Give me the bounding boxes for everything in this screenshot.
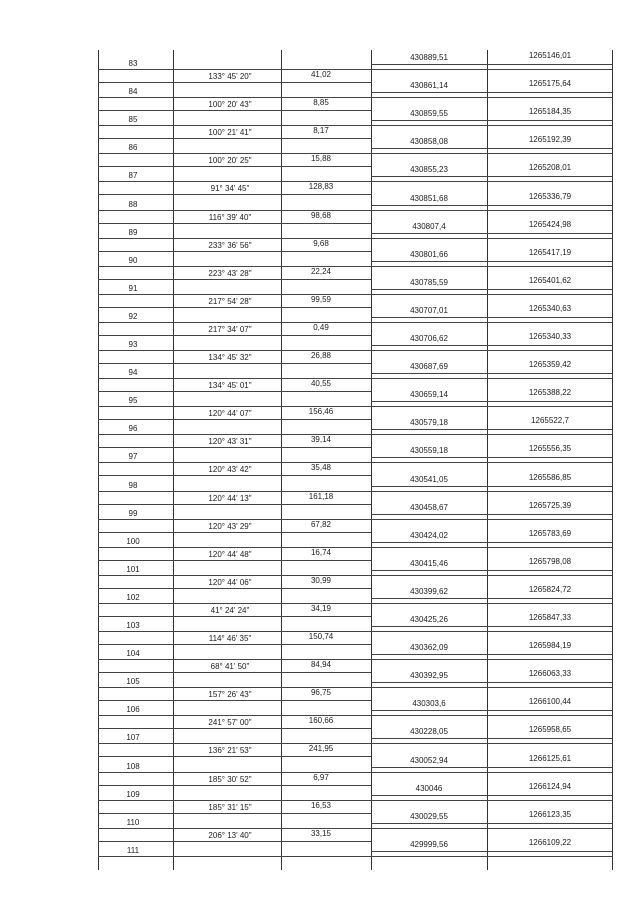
segment-angle: 68° 41' 50" xyxy=(210,662,250,672)
point-number: 95 xyxy=(128,396,138,406)
point-number: 91 xyxy=(128,283,138,293)
coordinate-y: 1265725,39 xyxy=(528,500,572,510)
coordinate-x: 430801,66 xyxy=(410,249,448,259)
coordinate-x: 430579,18 xyxy=(410,418,448,428)
segment-length: 8,85 xyxy=(313,98,329,108)
coordinate-y: 1265208,01 xyxy=(528,163,572,173)
row-divider xyxy=(98,588,371,589)
row-divider xyxy=(371,261,612,262)
coordinate-x: 430706,62 xyxy=(410,334,448,343)
point-number: 84 xyxy=(128,87,138,97)
row-divider xyxy=(98,504,371,505)
row-divider xyxy=(371,626,612,627)
coordinate-y: 1265175,64 xyxy=(528,79,572,89)
segment-length: 161,18 xyxy=(308,491,334,501)
segment-length: 16,74 xyxy=(310,547,332,557)
segment-angle: 217° 34' 07" xyxy=(208,324,252,334)
row-divider xyxy=(98,644,371,645)
row-divider xyxy=(98,756,371,757)
point-number: 85 xyxy=(128,115,138,125)
segment-length: 22,24 xyxy=(310,266,332,276)
segment-angle: 223° 43' 28" xyxy=(208,268,252,278)
point-number: 111 xyxy=(126,845,140,855)
row-divider xyxy=(371,795,612,796)
coordinate-y: 1265984,19 xyxy=(528,641,572,651)
coordinate-x: 430415,46 xyxy=(410,558,448,568)
segment-angle: 120° 44' 48" xyxy=(208,549,252,559)
point-number: 105 xyxy=(126,677,140,687)
segment-length: 26,88 xyxy=(310,351,332,360)
coordinate-y: 1265340,33 xyxy=(528,332,572,341)
coordinate-x: 430424,02 xyxy=(410,530,448,540)
point-number: 102 xyxy=(126,592,140,602)
coordinate-x: 430851,68 xyxy=(410,193,448,203)
row-divider xyxy=(371,457,612,458)
row-divider xyxy=(98,335,371,336)
coordinate-y: 1265824,72 xyxy=(528,584,572,594)
segment-angle: 114° 46' 35" xyxy=(208,634,252,643)
coordinate-y: 1265424,98 xyxy=(528,219,572,229)
coordinate-x: 430807,4 xyxy=(412,221,446,231)
coordinate-x: 430303,6 xyxy=(412,699,446,709)
point-number: 86 xyxy=(128,143,138,153)
row-divider xyxy=(98,728,371,729)
point-number: 107 xyxy=(126,733,140,743)
row-divider xyxy=(371,570,612,571)
coordinate-y: 1265847,33 xyxy=(528,613,572,622)
row-divider xyxy=(371,767,612,768)
segment-angle: 185° 31' 15" xyxy=(208,802,252,812)
segment-angle: 133° 45' 20" xyxy=(208,72,252,81)
coordinate-y: 1266123,35 xyxy=(528,809,572,819)
segment-angle: 233° 36' 56" xyxy=(208,240,252,250)
segment-angle: 120° 44' 06" xyxy=(208,577,252,587)
coordinate-x: 430399,62 xyxy=(410,586,448,596)
coordinate-y: 1266109,22 xyxy=(528,837,572,847)
row-divider xyxy=(371,92,612,93)
segment-length: 9,68 xyxy=(313,238,329,248)
row-divider xyxy=(98,279,371,280)
segment-length: 96,75 xyxy=(310,688,332,698)
coordinate-x: 430687,69 xyxy=(410,362,448,372)
coordinate-x: 430362,09 xyxy=(410,643,448,653)
segment-angle: 100° 21' 41" xyxy=(208,128,252,138)
coordinate-y: 1265958,65 xyxy=(528,725,572,735)
segment-angle: 136° 21' 53" xyxy=(208,746,252,756)
coordinate-x: 430046 xyxy=(415,783,443,793)
segment-angle: 120° 43' 42" xyxy=(208,465,252,475)
row-divider xyxy=(98,110,371,111)
coordinate-y: 1265783,69 xyxy=(528,528,572,538)
row-divider xyxy=(371,710,612,711)
coordinate-y: 1265146,01 xyxy=(528,51,572,60)
coordinate-x: 430707,01 xyxy=(410,305,448,315)
segment-length: 0,49 xyxy=(313,322,329,332)
column-divider xyxy=(371,50,372,870)
coordinate-y: 1266063,33 xyxy=(528,669,572,679)
segment-length: 39,14 xyxy=(310,435,332,445)
segment-angle: 41° 24' 24" xyxy=(210,605,250,615)
segment-length: 30,99 xyxy=(310,575,332,585)
row-divider xyxy=(371,289,612,290)
row-divider xyxy=(371,514,612,515)
coordinate-y: 1265556,35 xyxy=(528,444,572,454)
segment-length: 33,15 xyxy=(310,828,332,838)
coordinate-x: 430559,18 xyxy=(410,446,448,456)
segment-length: 67,82 xyxy=(310,519,332,529)
segment-angle: 120° 44' 13" xyxy=(208,493,252,503)
point-number: 94 xyxy=(128,368,138,378)
coordinate-x: 430858,08 xyxy=(410,137,448,147)
row-divider xyxy=(98,813,371,814)
row-divider xyxy=(371,738,612,739)
row-divider xyxy=(98,223,371,224)
point-number: 98 xyxy=(128,480,138,490)
segment-length: 150,74 xyxy=(308,632,334,641)
point-number: 92 xyxy=(128,311,138,321)
row-divider xyxy=(98,82,371,83)
segment-angle: 100° 20' 25" xyxy=(208,156,252,166)
segment-length: 98,68 xyxy=(310,210,332,220)
row-divider xyxy=(371,317,612,318)
segment-angle: 217° 54' 28" xyxy=(208,296,252,306)
coordinate-y: 1265192,39 xyxy=(528,135,572,145)
segment-length: 40,55 xyxy=(310,379,332,389)
coordinate-x: 430889,51 xyxy=(410,53,448,62)
row-divider xyxy=(98,419,371,420)
column-divider xyxy=(487,50,488,870)
coordinate-x: 430392,95 xyxy=(410,671,448,681)
row-divider xyxy=(98,251,371,252)
segment-length: 156,46 xyxy=(308,407,334,417)
row-divider xyxy=(98,475,371,476)
column-divider xyxy=(612,50,613,870)
row-divider xyxy=(371,486,612,487)
row-divider xyxy=(371,64,612,65)
coordinate-y: 1265340,63 xyxy=(528,303,572,313)
coordinate-x: 430859,55 xyxy=(410,109,448,119)
row-divider xyxy=(371,233,612,234)
segment-length: 34,19 xyxy=(310,603,332,613)
row-divider xyxy=(98,616,371,617)
segment-length: 16,53 xyxy=(310,800,332,810)
row-divider xyxy=(371,851,612,852)
row-divider xyxy=(98,138,371,139)
coordinate-x: 430659,14 xyxy=(410,390,448,400)
coordinate-x: 430855,23 xyxy=(410,165,448,175)
coordinate-x: 430785,59 xyxy=(410,277,448,287)
row-divider xyxy=(98,560,371,561)
row-divider xyxy=(98,700,371,701)
coordinate-y: 1265184,35 xyxy=(528,107,572,117)
row-divider xyxy=(371,176,612,177)
row-divider xyxy=(98,307,371,308)
row-divider xyxy=(98,363,371,364)
row-divider xyxy=(371,682,612,683)
segment-angle: 134° 45' 01" xyxy=(208,381,252,391)
row-divider xyxy=(371,598,612,599)
row-divider xyxy=(371,148,612,149)
row-divider xyxy=(98,841,371,842)
segment-length: 15,88 xyxy=(310,154,332,164)
segment-angle: 91° 34' 45" xyxy=(210,184,250,194)
column-divider xyxy=(173,50,174,870)
point-number: 97 xyxy=(128,452,138,462)
point-number: 90 xyxy=(128,255,138,265)
segment-length: 160,66 xyxy=(308,716,334,726)
segment-length: 8,17 xyxy=(313,126,329,136)
coordinate-x: 430425,26 xyxy=(410,615,448,624)
coordinate-y: 1265798,08 xyxy=(528,556,572,566)
point-number: 100 xyxy=(126,536,140,546)
segment-angle: 100° 20' 43" xyxy=(208,100,252,110)
point-number: 103 xyxy=(126,621,140,630)
segment-angle: 120° 44' 07" xyxy=(208,409,252,419)
point-number: 109 xyxy=(126,789,140,799)
point-number: 93 xyxy=(128,340,138,349)
point-number: 96 xyxy=(128,424,138,434)
coordinate-y: 1265417,19 xyxy=(528,247,572,257)
coordinate-x: 430541,05 xyxy=(410,474,448,484)
point-number: 88 xyxy=(128,199,138,209)
row-divider xyxy=(371,429,612,430)
point-number: 89 xyxy=(128,227,138,237)
row-divider xyxy=(98,391,371,392)
coordinate-x: 430861,14 xyxy=(410,81,448,91)
coordinate-x: 430228,05 xyxy=(410,727,448,737)
coordinate-y: 1265388,22 xyxy=(528,388,572,398)
row-divider xyxy=(371,401,612,402)
segment-length: 84,94 xyxy=(310,660,332,670)
row-divider xyxy=(98,532,371,533)
point-number: 106 xyxy=(126,705,140,715)
coordinate-y: 1266125,61 xyxy=(528,753,572,763)
coordinate-x: 430029,55 xyxy=(410,811,448,821)
segment-length: 35,48 xyxy=(310,463,332,473)
row-divider xyxy=(371,205,612,206)
row-divider xyxy=(98,194,371,195)
point-number: 99 xyxy=(128,508,138,518)
segment-length: 99,59 xyxy=(310,294,332,304)
coordinate-y: 1266124,94 xyxy=(528,781,572,791)
row-divider xyxy=(98,447,371,448)
segment-angle: 185° 30' 52" xyxy=(208,774,252,784)
row-divider xyxy=(98,785,371,786)
row-divider xyxy=(371,542,612,543)
row-divider xyxy=(371,823,612,824)
segment-length: 241,95 xyxy=(308,744,334,754)
segment-angle: 134° 45' 32" xyxy=(208,353,252,362)
point-number: 108 xyxy=(126,761,140,771)
segment-angle: 206° 13' 40" xyxy=(208,830,252,840)
row-divider xyxy=(371,654,612,655)
segment-angle: 120° 43' 29" xyxy=(208,521,252,531)
segment-angle: 120° 43' 31" xyxy=(208,437,252,447)
row-divider xyxy=(98,856,612,857)
coordinate-x: 429999,56 xyxy=(410,839,448,849)
segment-length: 41,02 xyxy=(310,70,332,79)
row-divider xyxy=(371,120,612,121)
coordinate-x: 430052,94 xyxy=(410,755,448,765)
coordinate-x: 430458,67 xyxy=(410,502,448,512)
coordinate-y: 1265336,79 xyxy=(528,191,572,201)
coordinate-y: 1265522,7 xyxy=(531,416,569,426)
coordinate-y: 1265586,85 xyxy=(528,472,572,482)
point-number: 87 xyxy=(128,171,138,181)
row-divider xyxy=(98,166,371,167)
row-divider xyxy=(371,373,612,374)
coordinate-y: 1265359,42 xyxy=(528,360,572,370)
row-divider xyxy=(371,345,612,346)
segment-length: 128,83 xyxy=(308,182,334,192)
segment-angle: 157° 26' 43" xyxy=(208,690,252,700)
coordinate-y: 1266100,44 xyxy=(528,697,572,707)
coordinate-y: 1265401,62 xyxy=(528,275,572,285)
point-number: 110 xyxy=(126,817,140,827)
point-number: 101 xyxy=(126,564,140,574)
row-divider xyxy=(98,672,371,673)
segment-angle: 241° 57' 00" xyxy=(208,718,252,728)
segment-length: 6,97 xyxy=(313,772,329,782)
point-number: 104 xyxy=(126,649,140,659)
segment-angle: 116° 39' 40" xyxy=(208,212,252,222)
point-number: 83 xyxy=(128,59,138,68)
